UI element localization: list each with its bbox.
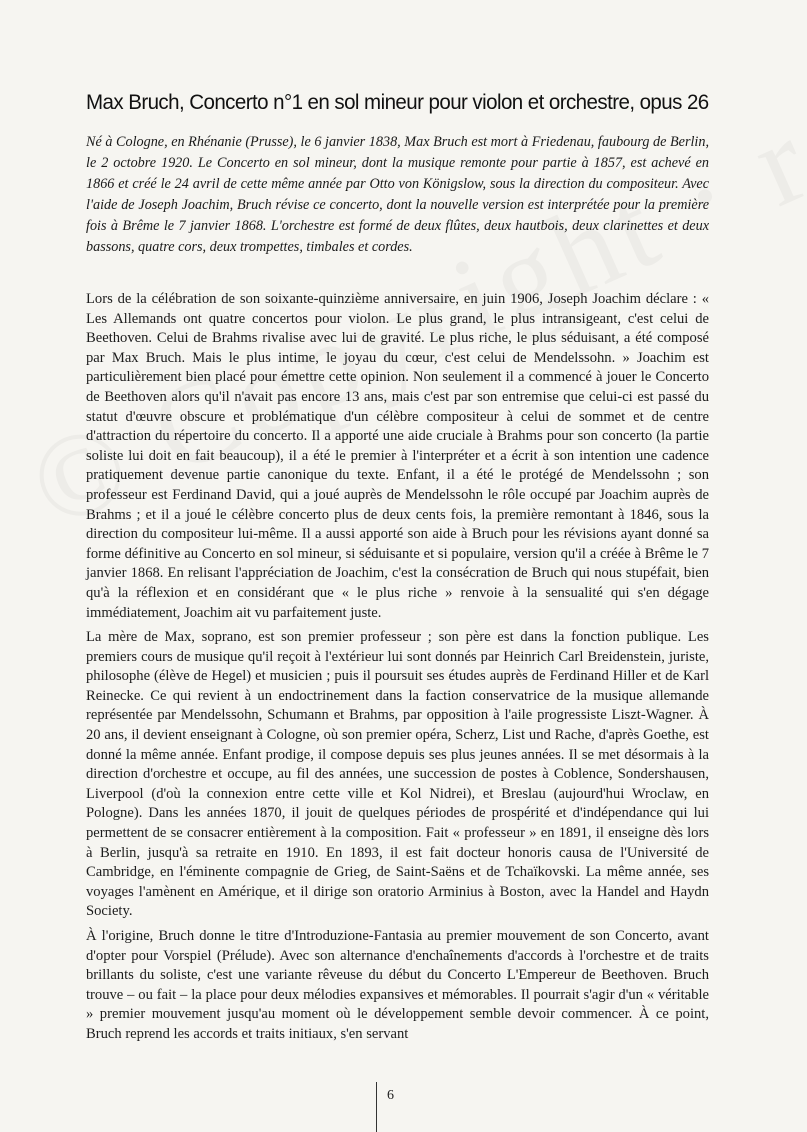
body-paragraph: À l'origine, Bruch donne le titre d'Introduzione-Fantasia au premier mouvement de son Concerto, avant d'opter pour Vorspiel (Prélude). Avec son alternance d'enchaînements d'accords à l'orchestre et de traits brillants du soliste, c'est une variante rêveuse du début du Concerto L'Empereur de Beethoven. Bruch trouve – ou fait – la place pour deux mélodies expansives et mémorables. Il pourrait s'agir d'un « véritable » premier mouvement jusqu'au moment où le développement semble devoir commencer. À ce point, Bruch reprend les accords et traits initiaux, s'en servant bbox=[86, 928, 709, 1042]
intro-paragraph: Né à Cologne, en Rhénanie (Prusse), le 6 janvier 1838, Max Bruch est mort à Friedenau, faubourg de Berlin, le 2 octobre 1920. Le Concerto en sol mineur, dont la musique remonte pour partie à 1857, est achevé en 1866 et créé le 24 avril de cette même année par Otto von Königslow, sous la direction du compositeur. Avec l'aide de Joseph Joachim, Bruch révise ce concerto, dont la nouvelle version est interprétée pour la première fois à Brême le 7 janvier 1868. L'orchestre est formé de deux flûtes, deux hautbois, deux clarinettes et deux bassons, quatre cors, deux trompettes, timbales et cordes. bbox=[86, 134, 709, 255]
body-paragraph: La mère de Max, soprano, est son premier professeur ; son père est dans la fonction publique. Les premiers cours de musique qu'il reçoit à l'extérieur lui sont donnés par Heinrich Carl Breidenstein, juriste, philosophe (élève de Hegel) et musicien ; puis il poursuit ses études auprès de Ferdinand Hiller et de Karl Reinecke. Ce qui revient à un endoctrinement dans la faction conservatrice de la musique allemande représentée par Mendelssohn, Schumann et Brahms, par opposition à l'aile progressiste Liszt-Wagner. À 20 ans, il devient enseignant à Cologne, où son premier opéra, Scherz, List und Rache, d'après Goethe, est donné la même année. Enfant prodige, il compose depuis ses plus jeunes années. Il se met désormais à la direction d'orchestre et occupe, au fil des années, une succession de postes à Coblence, Sondershausen, Liverpool (d'où la connexion entre cette ville et Kol Nidrei), et Breslau (aujourd'hui Wroclaw, en Pologne). Dans les années 1870, il jouit de quelques périodes de prospérité et d'indépendance qui lui permettent de se consacrer entièrement à la composition. Fait « professeur » en 1891, il enseigne dès lors à Berlin, jusqu'à sa retraite en 1910. En 1893, il est fait docteur honoris causa de l'Université de Cambridge, en l'éminente compagnie de Grieg, de Saint-Saëns et de Tchaïkovski. La même année, ses voyages l'amènent en Amérique, et il dirige son oratorio Arminius à Boston, avec la Handel and Haydn Society. bbox=[86, 629, 709, 920]
body-text bbox=[86, 290, 709, 1050]
page-number: 6 bbox=[387, 1088, 394, 1103]
page-title: Max Bruch, Concerto n°1 en sol mineur pour violon et orchestre, opus 26 bbox=[86, 90, 709, 114]
footer-divider bbox=[376, 1082, 377, 1132]
body-paragraph: Lors de la célébration de son soixante-quinzième anniversaire, en juin 1906, Joseph Joachim déclare : « Les Allemands ont quatre concertos pour violon. Le plus grand, le plus intransigeant, c'est celui de Beethoven. Celui de Brahms rivalise avec lui de gravité. Le plus riche, le plus séduisant, a été composé par Max Bruch. Mais le plus intime, le joyau du cœur, c'est celui de Mendelssohn. » Joachim est particulièrement bien placé pour émettre cette opinion. Non seulement il a commencé à jouer le Concerto de Beethoven alors qu'il n'avait pas encore 13 ans, mais c'est par son entremise que celui-ci est passé du statut d'œuvre obscure et problématique d'un célèbre compositeur à celui de sommet et de centre d'attraction du répertoire du concerto. Il a apporté une aide cruciale à Brahms pour son concerto (la partie soliste lui doit en fait beaucoup), il a été le premier à l'interpréter et a écrit à son intention une cadence pratiquement devenue partie canonique du texte. Enfant, il a été le protégé de Mendelssohn ; son professeur est Ferdinand David, qui a joué auprès de Mendelssohn le rôle occupé par Joachim auprès de Brahms ; et il a joué le célèbre concerto plus de deux cents fois, la première remontant à 1846, sous la direction du compositeur lui-même. Il a aussi apporté son aide à Bruch pour les révisions ayant donné sa forme définitive au Concerto en sol mineur, si séduisante et si populaire, version qu'il a créée à Brême le 7 janvier 1868. En relisant l'appréciation de Joachim, c'est la consécration de Bruch qui nous stupéfait, bien qu'à la réflexion et en considérant que « le plus riche » renvoie à la sensualité qui s'en dégage immédiatement, Joachim ait vu parfaitement juste. bbox=[86, 291, 709, 621]
